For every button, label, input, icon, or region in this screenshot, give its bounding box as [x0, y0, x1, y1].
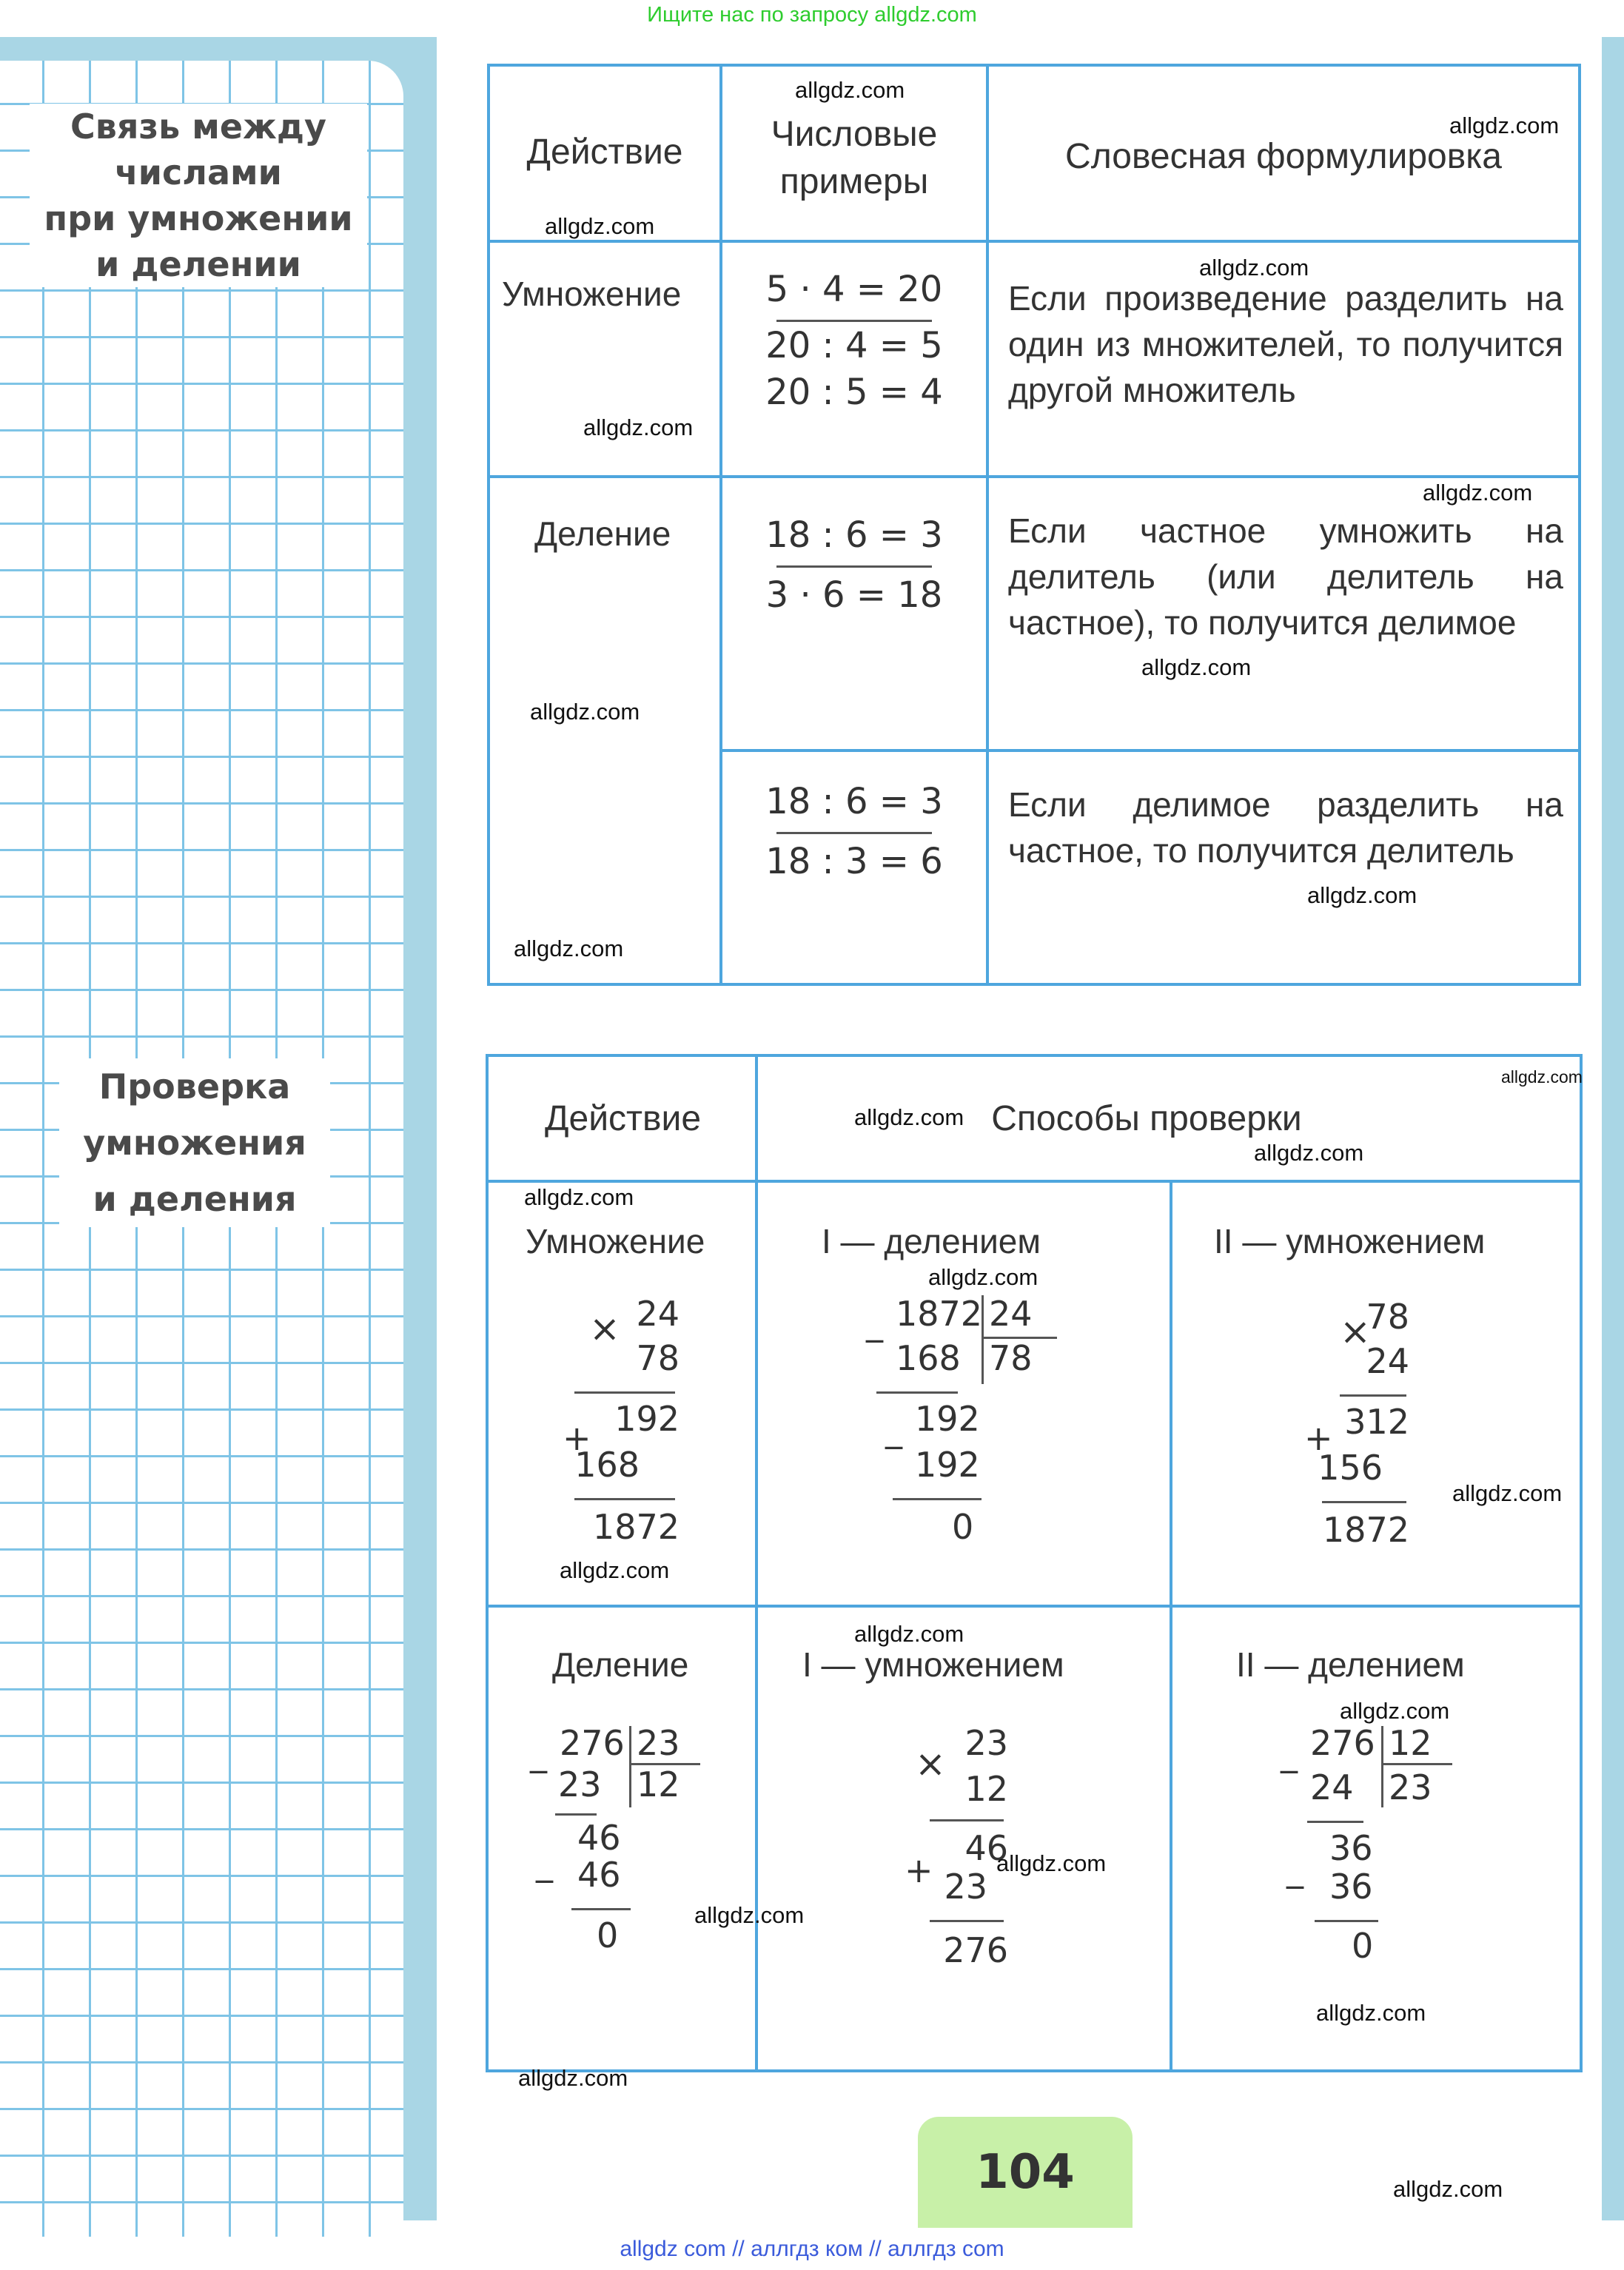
- long-division: [866, 1288, 1058, 1562]
- action-multiplication: Умножение: [526, 1222, 705, 1260]
- page-number: 104: [918, 2117, 1133, 2228]
- watermark: allgdz.com: [1452, 1480, 1563, 1506]
- long-division: [1281, 1719, 1473, 1966]
- watermark: allgdz.com: [1393, 2176, 1503, 2202]
- header-cell: [987, 65, 1580, 241]
- cell-formulation: [987, 477, 1580, 750]
- subtract-line: [1307, 1821, 1363, 1823]
- watermark: allgdz.com: [854, 1621, 964, 1647]
- remainder: 0: [1352, 1926, 1374, 1966]
- sum-line: [574, 1391, 675, 1394]
- header-methods: Способы проверки: [991, 1099, 1302, 1138]
- divisor: 23: [637, 1723, 680, 1763]
- sum-line: [1340, 1394, 1406, 1397]
- action-multiplication: Умножение: [502, 275, 682, 313]
- title-line: при умножении: [44, 198, 353, 238]
- watermark: allgdz.com: [518, 2065, 628, 2091]
- equation: 18 : 6 = 3: [765, 781, 943, 822]
- watermark: allgdz.com: [1449, 113, 1560, 138]
- subtract-line: [555, 1813, 597, 1816]
- cell-examples: [721, 241, 987, 477]
- formulation-text: Если произведение разделить на один из множителей, то получится другой множитель: [1008, 279, 1563, 409]
- remainder: 192: [915, 1399, 980, 1439]
- watermark: allgdz.com: [996, 1850, 1107, 1876]
- sum-line: [574, 1498, 675, 1500]
- title-line: Проверка: [98, 1067, 291, 1107]
- subtract-line: [876, 1391, 958, 1394]
- sidebar-title-check: [59, 1058, 330, 1227]
- cell-action: [489, 241, 721, 477]
- subtract-line: [571, 1908, 631, 1910]
- minus-sign: _: [1286, 1849, 1303, 1889]
- remainder: 0: [597, 1915, 619, 1955]
- action-division: Деление: [534, 514, 671, 553]
- factor: 78: [636, 1338, 680, 1378]
- title-line: и делении: [95, 244, 301, 284]
- division-bar: [1381, 1763, 1452, 1765]
- factor: 78: [1366, 1297, 1409, 1337]
- equation: 3 · 6 = 18: [765, 574, 943, 616]
- action-division: Деление: [552, 1645, 689, 1684]
- remainder: 0: [952, 1507, 974, 1547]
- watermark: allgdz.com: [1423, 480, 1533, 506]
- method-division-label: II — делением: [1236, 1645, 1465, 1684]
- partial-product: 23: [944, 1867, 987, 1907]
- subtrahend: 23: [558, 1764, 602, 1804]
- watermark: allgdz.com: [1199, 255, 1309, 281]
- divisor: 24: [989, 1294, 1033, 1334]
- header-action: Действие: [526, 132, 683, 172]
- watermark: allgdz.com: [583, 414, 694, 440]
- watermark: allgdz.com: [560, 1557, 670, 1583]
- formulation-text: Если делимое разделить на частное, то получится делитель: [1008, 785, 1563, 870]
- equation: 5 · 4 = 20: [765, 269, 943, 310]
- subtrahend: 46: [577, 1855, 621, 1895]
- plus-sign: +: [905, 1850, 933, 1890]
- watermark: allgdz.com: [545, 213, 655, 239]
- sum-line: [1322, 1501, 1406, 1503]
- method-multiplication-label: I — умножением: [802, 1645, 1064, 1684]
- factor: 24: [636, 1294, 680, 1334]
- title-line: умножения: [83, 1123, 306, 1163]
- relation-table: [487, 64, 1581, 986]
- subtract-line: [1315, 1920, 1378, 1922]
- subtrahend: 192: [915, 1445, 980, 1485]
- factor: 23: [964, 1723, 1008, 1763]
- watermark: allgdz.com: [1141, 654, 1252, 680]
- multiply-sign: ×: [915, 1742, 946, 1785]
- minus-sign: _: [536, 1843, 553, 1883]
- equation: 20 : 5 = 4: [765, 372, 943, 413]
- cell-action: [489, 477, 721, 984]
- sum-line: [930, 1920, 1004, 1922]
- divisor: 12: [1389, 1723, 1432, 1763]
- watermark: allgdz.com: [795, 77, 905, 103]
- subtract-line: [893, 1498, 982, 1500]
- watermark: allgdz.com: [524, 1184, 634, 1210]
- cell-examples: [721, 477, 987, 750]
- partial-product: 192: [614, 1399, 680, 1439]
- quotient: 78: [989, 1338, 1033, 1378]
- factor: 12: [964, 1769, 1008, 1809]
- title-line: и деления: [93, 1179, 297, 1219]
- watermark: allgdz.com: [928, 1264, 1039, 1290]
- partial-product: 168: [574, 1445, 640, 1485]
- equation: 18 : 3 = 6: [765, 841, 943, 882]
- minus-sign: _: [530, 1733, 547, 1773]
- watermark: allgdz.com: [694, 1902, 805, 1928]
- minus-sign: _: [1281, 1733, 1298, 1773]
- cell-examples: [721, 750, 987, 984]
- watermark: allgdz.com: [854, 1104, 964, 1130]
- factor: 24: [1366, 1341, 1409, 1381]
- remainder: 46: [577, 1818, 621, 1858]
- quotient: 12: [637, 1764, 680, 1804]
- method-multiplication-label: II — умножением: [1214, 1222, 1486, 1260]
- sum-line: [930, 1819, 1004, 1821]
- plus-sign: +: [1304, 1418, 1333, 1458]
- product: 1872: [592, 1507, 680, 1547]
- division-bar: [982, 1295, 984, 1384]
- dividend: 276: [560, 1723, 625, 1763]
- column-multiplication: [563, 1288, 681, 1562]
- watermark: allgdz.com: [1254, 1140, 1364, 1166]
- header-action: Действие: [545, 1099, 702, 1138]
- header-watermark[interactable]: Ищите нас по запросу allgdz.com: [647, 3, 977, 27]
- minus-sign: _: [866, 1303, 883, 1343]
- dividend: 276: [1310, 1723, 1375, 1763]
- subtrahend: 168: [896, 1338, 961, 1378]
- cell-formulation: [987, 750, 1580, 984]
- remainder: 36: [1329, 1828, 1373, 1868]
- product: 276: [943, 1930, 1008, 1970]
- multiply-sign: ×: [1340, 1310, 1371, 1353]
- footer-watermark[interactable]: allgdz com // аллгдз ком // аллгдз com: [620, 2237, 1004, 2261]
- sidebar-title-relation: [30, 104, 367, 287]
- watermark: allgdz.com: [1307, 882, 1417, 908]
- minus-sign: _: [885, 1409, 902, 1449]
- watermark: allgdz.com: [1501, 1067, 1583, 1087]
- dividend: 1872: [896, 1294, 983, 1334]
- long-division: [530, 1719, 722, 1963]
- watermark: allgdz.com: [1316, 2000, 1426, 2026]
- partial-product: 46: [964, 1828, 1008, 1868]
- watermark: allgdz.com: [530, 699, 640, 725]
- division-bar: [1381, 1726, 1383, 1807]
- partial-product: 156: [1318, 1448, 1383, 1488]
- column-multiplication: [1295, 1291, 1414, 1565]
- subtrahend: 24: [1310, 1767, 1354, 1807]
- title-line: Связь между: [70, 107, 326, 147]
- method-division-label: I — делением: [822, 1222, 1041, 1260]
- title-line: числами: [115, 152, 282, 192]
- watermark: allgdz.com: [514, 936, 624, 961]
- quotient: 23: [1389, 1767, 1432, 1807]
- partial-product: 312: [1344, 1402, 1409, 1442]
- plus-sign: +: [563, 1418, 591, 1458]
- equation: 20 : 4 = 5: [765, 325, 943, 366]
- multiply-sign: ×: [589, 1307, 620, 1350]
- watermark: allgdz.com: [1340, 1698, 1450, 1724]
- equation: 18 : 6 = 3: [765, 514, 943, 556]
- formulation-text: Если частное умножить на делитель (или делитель на частное), то получится делимое: [1008, 511, 1563, 642]
- product: 1872: [1322, 1510, 1409, 1550]
- subtrahend: 36: [1329, 1867, 1373, 1907]
- header-formulation: Словесная формулировка: [1065, 137, 1502, 176]
- header-examples: Числовые примеры: [771, 115, 938, 201]
- division-bar: [629, 1726, 631, 1807]
